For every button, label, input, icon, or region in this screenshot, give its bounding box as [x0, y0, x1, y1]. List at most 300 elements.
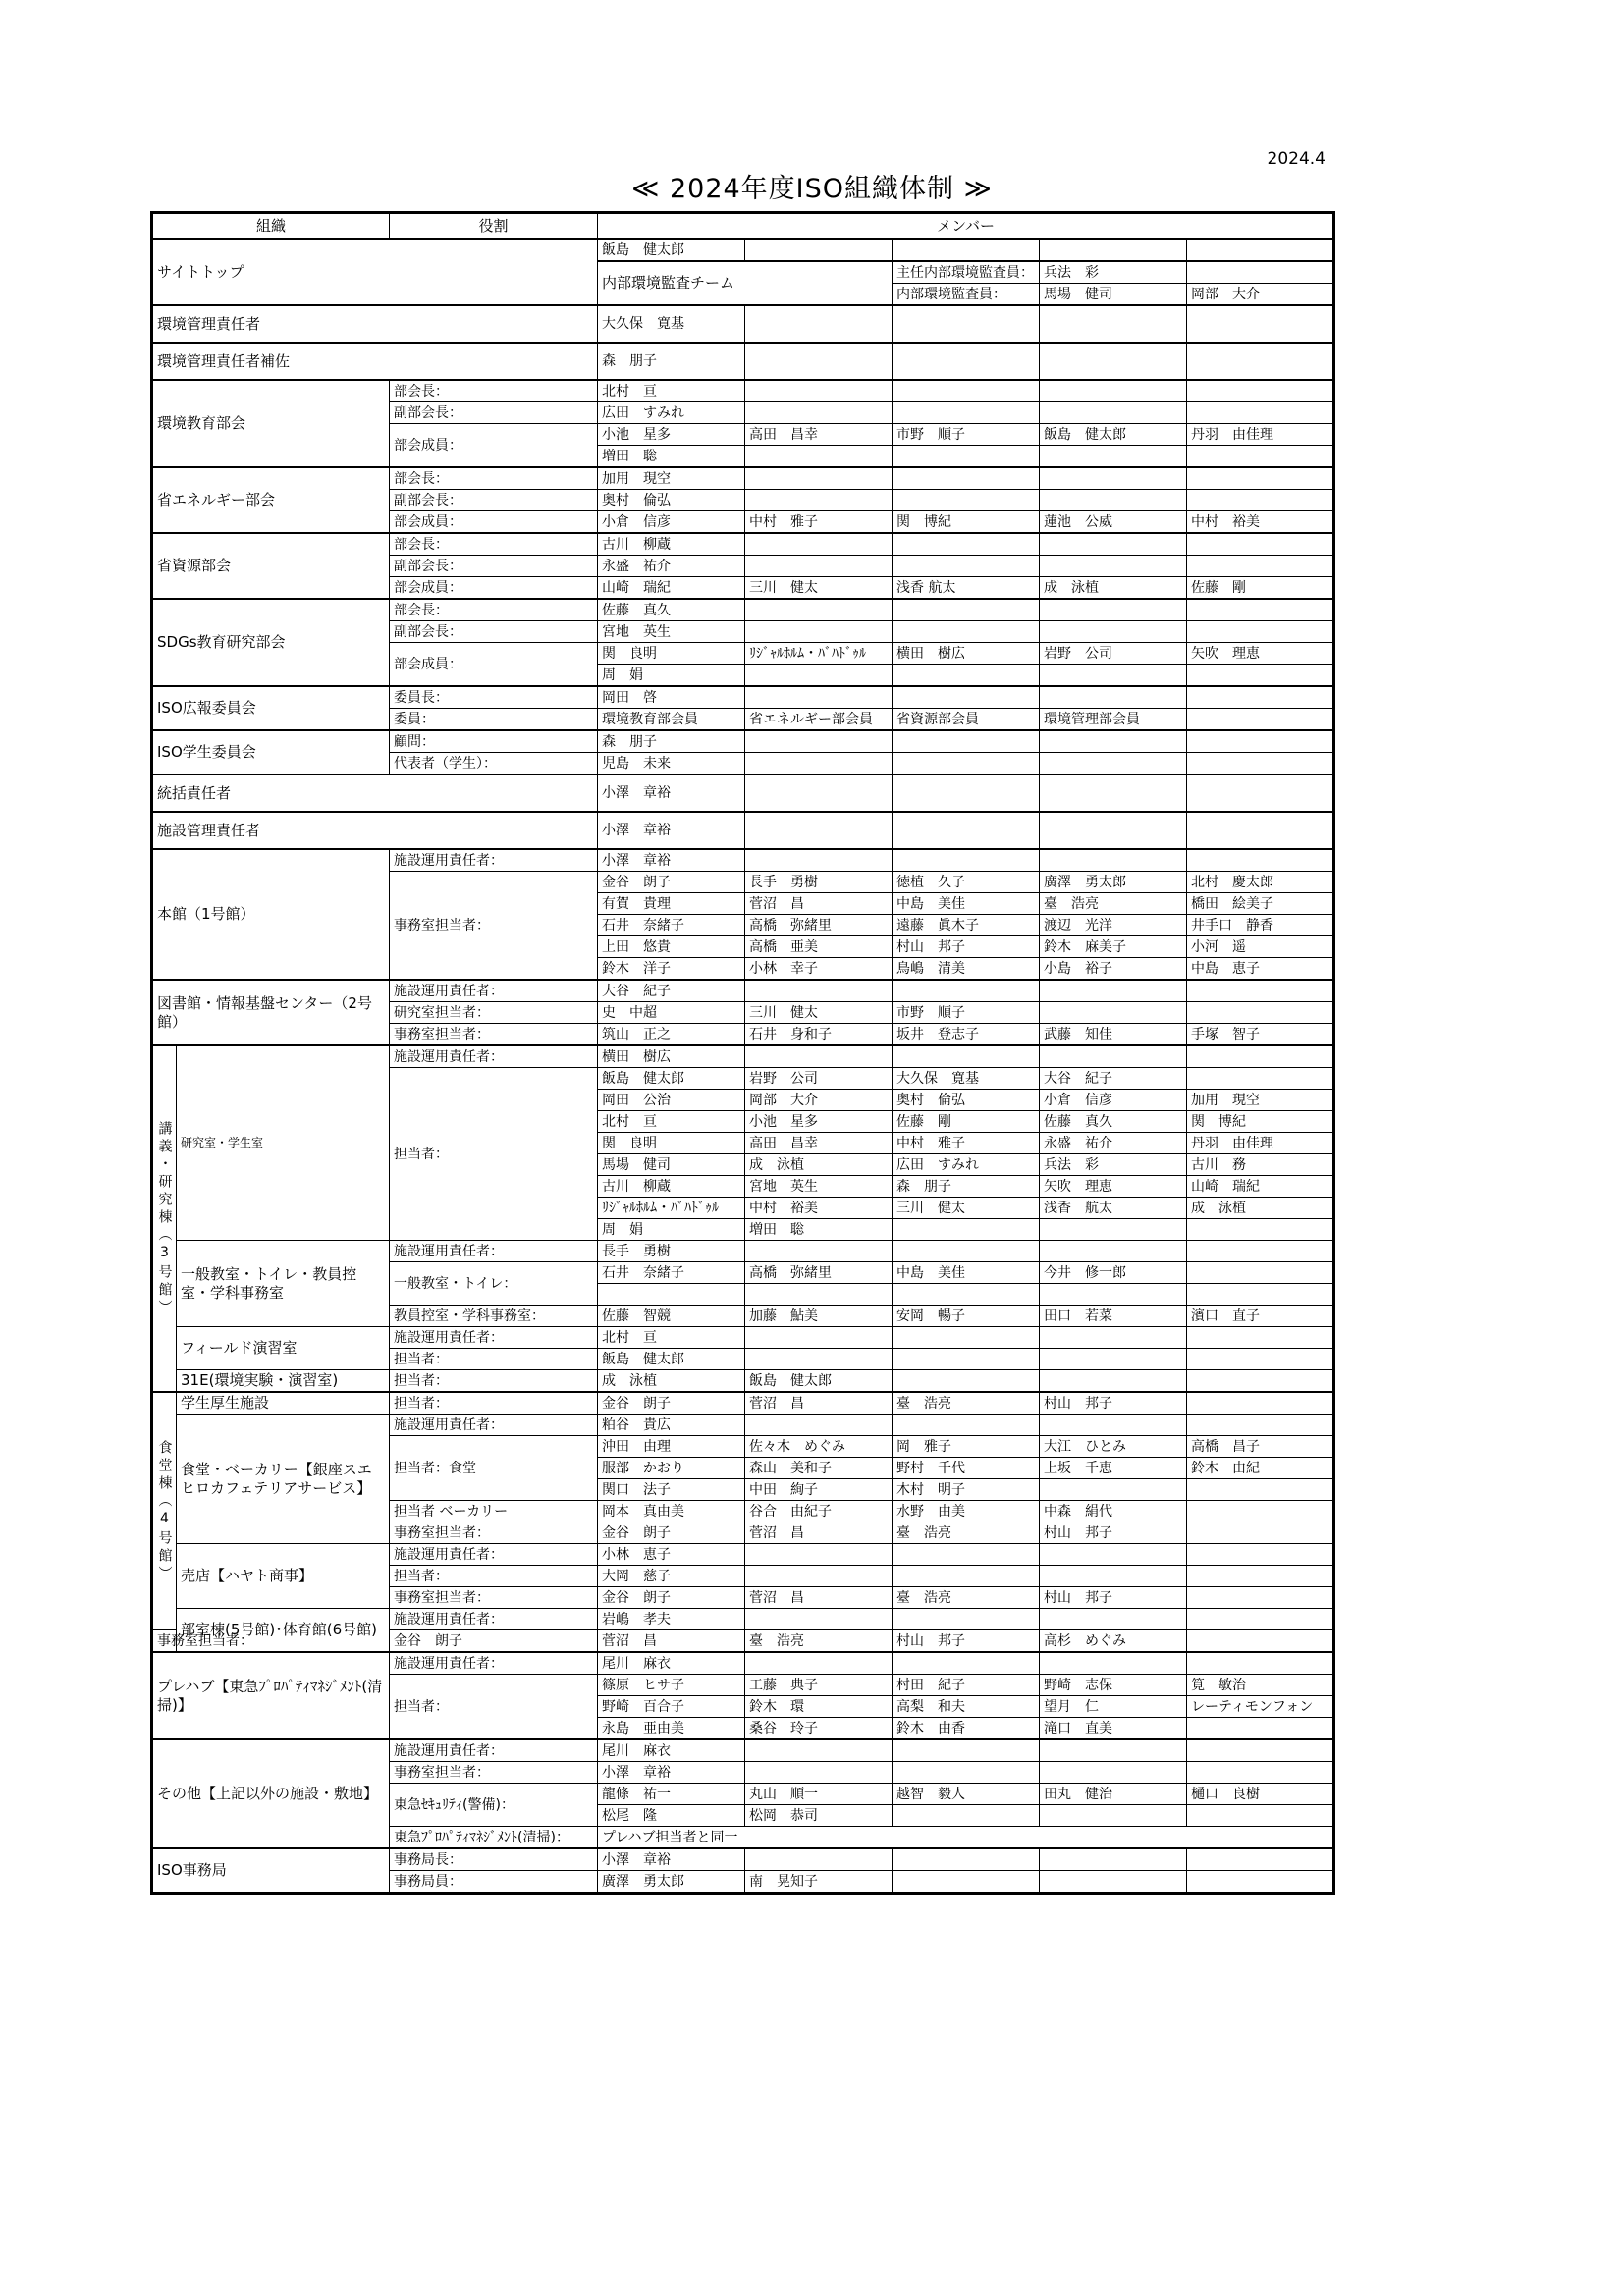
member-cell: 大久保 寛基	[893, 1068, 1040, 1090]
member-cell	[893, 467, 1040, 490]
member-cell: 小澤 章裕	[598, 774, 745, 812]
member-cell	[893, 1871, 1040, 1894]
member-cell	[893, 1762, 1040, 1784]
member-cell: 広田 すみれ	[893, 1154, 1040, 1176]
table-row	[152, 305, 1334, 343]
member-cell: 臺 浩亮	[893, 1392, 1040, 1415]
member-cell: 奥村 倫弘	[893, 1090, 1040, 1111]
member-cell	[893, 753, 1040, 775]
member-cell	[893, 556, 1040, 577]
member-cell	[1187, 490, 1334, 511]
member-cell	[745, 849, 893, 872]
member-cell: 小澤 章裕	[598, 812, 745, 849]
member-cell	[745, 686, 893, 709]
table-row	[152, 1241, 1334, 1262]
member-cell: 岡本 真由美	[598, 1501, 745, 1522]
member-cell: 村田 紀子	[893, 1675, 1040, 1696]
org-name: 売店【ハヤト商事】	[177, 1544, 390, 1609]
member-cell	[745, 402, 893, 424]
member-cell: 山崎 瑞紀	[1187, 1176, 1334, 1198]
member-cell	[1040, 556, 1187, 577]
role-label: 担当者：食堂	[390, 1436, 598, 1501]
member-cell: 岡部 大介	[1187, 284, 1334, 306]
member-cell: 沖田 由理	[598, 1436, 745, 1458]
org-name: 環境教育部会	[152, 380, 390, 467]
table-row	[152, 1392, 1334, 1415]
member-cell	[1187, 1219, 1334, 1241]
table-row	[152, 1544, 1334, 1566]
member-cell	[1040, 1805, 1187, 1827]
member-cell: 関 博紀	[893, 511, 1040, 534]
member-cell	[745, 1241, 893, 1262]
member-cell: 永島 亜由美	[598, 1718, 745, 1740]
member-cell	[1187, 1415, 1334, 1436]
member-cell	[893, 665, 1040, 687]
role-label: 部会成員：	[390, 577, 598, 600]
member-cell	[1187, 380, 1334, 402]
member-cell	[1040, 467, 1187, 490]
role-label: 施設運用責任者：	[390, 1544, 598, 1566]
table-row	[152, 1370, 1334, 1393]
member-cell	[1187, 1522, 1334, 1544]
member-cell: 宮地 英生	[598, 621, 745, 643]
member-cell: 大谷 紀子	[598, 980, 745, 1002]
member-cell	[1187, 1327, 1334, 1349]
member-cell	[1040, 305, 1187, 343]
member-cell: 佐藤 真久	[598, 599, 745, 621]
member-cell: 関 良明	[598, 643, 745, 665]
member-cell: 浅香 航太	[1040, 1198, 1187, 1219]
member-cell	[1040, 1544, 1187, 1566]
member-cell: 小倉 信彦	[1040, 1090, 1187, 1111]
member-cell: 高田 昌幸	[745, 424, 893, 446]
member-cell: 小池 星多	[745, 1111, 893, 1133]
org-name: 省資源部会	[152, 533, 390, 599]
member-cell: 村山 邦子	[1040, 1587, 1187, 1609]
member-cell: 金谷 朗子	[598, 872, 745, 893]
member-cell	[1040, 1848, 1187, 1871]
member-cell	[893, 402, 1040, 424]
member-cell	[1187, 446, 1334, 468]
member-cell: 高橋 亜美	[745, 936, 893, 958]
member-cell	[1187, 533, 1334, 556]
member-cell	[1187, 1284, 1334, 1306]
member-cell	[1187, 261, 1334, 284]
member-cell: 中島 美佳	[893, 1262, 1040, 1284]
table-row	[152, 849, 1334, 872]
org-name: 環境管理責任者	[152, 305, 598, 343]
org-name: ISO広報委員会	[152, 686, 390, 730]
member-cell: 樋口 良樹	[1187, 1784, 1334, 1805]
member-cell	[893, 686, 1040, 709]
member-cell: 飯島 健太郎	[1040, 424, 1187, 446]
member-cell	[893, 1045, 1040, 1068]
org-name: 学生厚生施設	[177, 1392, 390, 1415]
member-cell: 兵法 彩	[1040, 1154, 1187, 1176]
role-label: 副部会長：	[390, 490, 598, 511]
table-row	[152, 1848, 1334, 1871]
member-cell	[745, 380, 893, 402]
role-label: 部会成員：	[390, 424, 598, 468]
member-cell	[1040, 1327, 1187, 1349]
member-cell: ﾘｼﾞｬﾙﾎﾙﾑ・ﾊﾞﾊﾄﾞｩﾙ	[598, 1198, 745, 1219]
member-cell: 粕谷 貴広	[598, 1415, 745, 1436]
role-label: 主任内部環境監査員：	[893, 261, 1040, 284]
member-cell	[1187, 1739, 1334, 1762]
role-label: 部会長：	[390, 467, 598, 490]
member-cell: 岡田 啓	[598, 686, 745, 709]
org-name: 省エネルギー部会	[152, 467, 390, 533]
member-cell: 高田 昌幸	[745, 1133, 893, 1154]
member-cell	[1040, 730, 1187, 753]
member-cell	[1187, 1544, 1334, 1566]
member-cell: 手塚 智子	[1187, 1024, 1334, 1046]
member-cell	[745, 343, 893, 380]
member-cell: 北村 亘	[598, 380, 745, 402]
member-cell: 飯島 健太郎	[745, 1370, 893, 1393]
role-label: 担当者 ベーカリー	[390, 1501, 598, 1522]
member-cell	[745, 446, 893, 468]
member-cell	[893, 490, 1040, 511]
role-label: 施設運用責任者：	[390, 1609, 598, 1630]
role-label: 担当者：	[390, 1370, 598, 1393]
member-cell	[1187, 1370, 1334, 1393]
member-cell	[745, 533, 893, 556]
member-cell	[1040, 1241, 1187, 1262]
member-cell: 小河 遥	[1187, 936, 1334, 958]
role-label: 事務室担当者：	[390, 1522, 598, 1544]
member-cell: 飯島 健太郎	[598, 1349, 745, 1370]
member-cell	[745, 1045, 893, 1068]
member-cell	[1040, 239, 1187, 261]
member-cell	[1187, 1501, 1334, 1522]
table-body	[152, 239, 1334, 1894]
member-cell	[1187, 1871, 1334, 1894]
table-row	[152, 774, 1334, 812]
member-cell: 松尾 隆	[598, 1805, 745, 1827]
member-cell: 岩嶋 孝夫	[598, 1609, 745, 1630]
member-cell: 菅沼 昌	[745, 1587, 893, 1609]
member-cell: 大江 ひとみ	[1040, 1436, 1187, 1458]
member-cell	[745, 239, 893, 261]
member-cell	[1187, 665, 1334, 687]
member-cell: 佐々木 めぐみ	[745, 1436, 893, 1458]
member-cell: 井手口 静香	[1187, 915, 1334, 936]
member-cell: 森 朋子	[893, 1176, 1040, 1198]
member-cell	[893, 1219, 1040, 1241]
member-cell: 省資源部会員	[893, 709, 1040, 731]
member-cell	[1040, 402, 1187, 424]
member-cell	[1040, 1871, 1187, 1894]
member-cell: 佐藤 剛	[1187, 577, 1334, 600]
member-cell	[1187, 1652, 1334, 1675]
member-cell	[1187, 621, 1334, 643]
org-name: 一般教室・トイレ・教員控室・学科事務室	[177, 1241, 390, 1327]
member-cell: 横田 樹広	[598, 1045, 745, 1068]
member-cell: 奥村 倫弘	[598, 490, 745, 511]
member-cell: 坂井 登志子	[893, 1024, 1040, 1046]
member-cell: 尾川 麻衣	[598, 1739, 745, 1762]
member-cell	[745, 1739, 893, 1762]
member-cell	[745, 1652, 893, 1675]
table-header-row	[152, 213, 1334, 240]
table-row	[152, 599, 1334, 621]
member-cell: 加藤 鮎美	[745, 1306, 893, 1327]
building-label: 食堂棟（4号館）	[152, 1392, 177, 1630]
member-cell	[1187, 1762, 1334, 1784]
role-label: 事務室担当者：	[390, 872, 598, 981]
member-cell: 小澤 章裕	[598, 1762, 745, 1784]
role-label: 研究室担当者：	[390, 1002, 598, 1024]
member-cell	[893, 1848, 1040, 1871]
member-cell	[893, 812, 1040, 849]
member-cell	[1040, 533, 1187, 556]
member-cell	[745, 556, 893, 577]
table-row	[152, 467, 1334, 490]
member-cell: 鈴木 麻美子	[1040, 936, 1187, 958]
member-cell: 野崎 志保	[1040, 1675, 1187, 1696]
member-cell	[745, 621, 893, 643]
member-cell: 関 博紀	[1187, 1111, 1334, 1133]
member-cell: 松岡 恭司	[745, 1805, 893, 1827]
member-cell: 岡 雅子	[893, 1436, 1040, 1458]
org-name: フィールド演習室	[177, 1327, 390, 1370]
member-cell	[1040, 1739, 1187, 1762]
member-cell	[893, 980, 1040, 1002]
member-cell	[893, 599, 1040, 621]
member-cell	[893, 1327, 1040, 1349]
org-name: 本館（1号館）	[152, 849, 390, 980]
member-cell	[893, 305, 1040, 343]
member-cell: 北村 慶太郎	[1187, 872, 1334, 893]
org-name: 施設管理責任者	[152, 812, 598, 849]
member-cell	[1187, 1805, 1334, 1827]
member-cell: 谷合 由紀子	[745, 1501, 893, 1522]
member-cell: 市野 順子	[893, 424, 1040, 446]
member-cell: 大久保 寛基	[598, 305, 745, 343]
role-label: 施設運用責任者：	[390, 980, 598, 1002]
member-cell	[893, 1370, 1040, 1393]
member-cell: 小澤 章裕	[598, 1848, 745, 1871]
member-cell: 南 晃知子	[745, 1871, 893, 1894]
member-cell: 古川 柳蔵	[598, 533, 745, 556]
table-row	[152, 1652, 1334, 1675]
table-row	[152, 1739, 1334, 1762]
member-cell	[1040, 1609, 1187, 1630]
member-cell: 蓮池 公威	[1040, 511, 1187, 534]
member-cell: 尾川 麻衣	[598, 1652, 745, 1675]
member-cell: 濱口 直子	[1187, 1306, 1334, 1327]
table-row	[152, 1415, 1334, 1436]
member-cell	[893, 1349, 1040, 1370]
member-cell: 周 娟	[598, 1219, 745, 1241]
role-label: 担当者：	[390, 1566, 598, 1587]
org-name: サイトトップ	[152, 239, 598, 305]
table-row	[152, 730, 1334, 753]
member-cell: 環境管理部会員	[1040, 709, 1187, 731]
member-cell: 馬場 健司	[598, 1154, 745, 1176]
table-row	[152, 533, 1334, 556]
member-cell: 永盛 祐介	[598, 556, 745, 577]
member-cell: 大谷 紀子	[1040, 1068, 1187, 1090]
member-cell: 野崎 百合子	[598, 1696, 745, 1718]
member-cell: 高橋 弥緒里	[745, 1262, 893, 1284]
role-label: 委員長：	[390, 686, 598, 709]
role-label: 施設運用責任者：	[390, 1045, 598, 1068]
member-cell	[745, 980, 893, 1002]
member-cell: 金谷 朗子	[598, 1392, 745, 1415]
member-cell: 丹羽 由佳理	[1187, 424, 1334, 446]
member-cell	[1040, 1762, 1187, 1784]
member-cell: 増田 聡	[598, 446, 745, 468]
member-cell	[1187, 1848, 1334, 1871]
member-cell: 篠原 ヒサ子	[598, 1675, 745, 1696]
member-cell: 中村 雅子	[745, 511, 893, 534]
member-cell: 史 中超	[598, 1002, 745, 1024]
header-members: メンバー	[598, 213, 1334, 240]
member-cell	[893, 1609, 1040, 1630]
member-cell: 山崎 瑞紀	[598, 577, 745, 600]
member-cell	[1187, 812, 1334, 849]
member-cell	[893, 730, 1040, 753]
member-cell: 安岡 暢子	[893, 1306, 1040, 1327]
table-row	[152, 239, 1334, 261]
member-cell: 古川 柳蔵	[598, 1176, 745, 1198]
member-cell: 滝口 直美	[1040, 1718, 1187, 1740]
member-cell	[745, 1609, 893, 1630]
member-cell	[1040, 1415, 1187, 1436]
table-row	[152, 343, 1334, 380]
member-cell	[1187, 1002, 1334, 1024]
role-label: 担当者：	[390, 1349, 598, 1370]
member-cell: 廣澤 勇太郎	[598, 1871, 745, 1894]
member-cell: 筧 敏治	[1187, 1675, 1334, 1696]
member-cell	[1040, 686, 1187, 709]
member-cell: 金谷 朗子	[598, 1522, 745, 1544]
member-cell: 望月 仁	[1040, 1696, 1187, 1718]
role-label: 担当者：	[390, 1068, 598, 1241]
org-name: プレハブ【東急ﾌﾟﾛﾊﾟﾃｨﾏﾈｼﾞﾒﾝﾄ(清掃)】	[152, 1652, 390, 1739]
member-cell	[1040, 1652, 1187, 1675]
member-cell: 小島 裕子	[1040, 958, 1187, 981]
member-cell: 廣澤 勇太郎	[1040, 872, 1187, 893]
member-cell: 三川 健太	[745, 577, 893, 600]
member-cell: 越智 毅人	[893, 1784, 1040, 1805]
member-cell: 小倉 信彦	[598, 511, 745, 534]
member-cell	[1187, 556, 1334, 577]
member-cell	[1040, 599, 1187, 621]
member-cell: 金谷 朗子	[598, 1587, 745, 1609]
member-cell: 龍條 祐一	[598, 1784, 745, 1805]
member-cell: 飯島 健太郎	[598, 239, 745, 261]
role-label: 部会成員：	[390, 511, 598, 534]
member-cell: 佐藤 真久	[1040, 1111, 1187, 1133]
member-cell: 村山 邦子	[893, 936, 1040, 958]
table-row	[152, 1045, 1334, 1068]
member-cell: レーティモンフォン	[1187, 1696, 1334, 1718]
member-cell: 田丸 健治	[1040, 1784, 1187, 1805]
table-row	[152, 812, 1334, 849]
member-cell	[1040, 1349, 1187, 1370]
member-cell: 岩野 公司	[1040, 643, 1187, 665]
member-cell: 省エネルギー部会員	[745, 709, 893, 731]
member-cell: 菅沼 昌	[745, 1392, 893, 1415]
member-cell: 矢吹 理恵	[1187, 643, 1334, 665]
role-label: 施設運用責任者：	[390, 849, 598, 872]
member-cell	[1187, 1045, 1334, 1068]
org-name: 食堂・ベーカリー【銀座スエヒロカフェテリアサービス】	[177, 1415, 390, 1544]
role-label: 部会長：	[390, 533, 598, 556]
member-cell: 田口 若菜	[1040, 1306, 1187, 1327]
member-cell	[1040, 621, 1187, 643]
member-cell	[1187, 1262, 1334, 1284]
member-cell: ﾘｼﾞｬﾙﾎﾙﾑ・ﾊﾞﾊﾄﾞｩﾙ	[745, 643, 893, 665]
member-cell	[1040, 753, 1187, 775]
member-cell	[745, 1544, 893, 1566]
member-cell: 鈴木 由香	[893, 1718, 1040, 1740]
member-cell: 長手 勇樹	[745, 872, 893, 893]
table-row	[152, 686, 1334, 709]
role-label: 東急ﾌﾟﾛﾊﾟﾃｨﾏﾈｼﾞﾒﾝﾄ(清掃)：	[390, 1827, 598, 1849]
member-cell	[1040, 1045, 1187, 1068]
member-cell	[1040, 1219, 1187, 1241]
member-cell	[893, 1544, 1040, 1566]
member-cell: 服部 かおり	[598, 1458, 745, 1479]
role-label: 委員：	[390, 709, 598, 731]
member-cell	[1040, 774, 1187, 812]
member-cell	[1187, 686, 1334, 709]
member-cell	[893, 1241, 1040, 1262]
member-cell: 小林 恵子	[598, 1544, 745, 1566]
member-cell	[893, 1652, 1040, 1675]
member-cell: 渡辺 光洋	[1040, 915, 1187, 936]
member-cell: 高橋 弥緒里	[745, 915, 893, 936]
member-cell	[745, 1415, 893, 1436]
member-cell: 大岡 慈子	[598, 1566, 745, 1587]
member-cell	[1187, 1587, 1334, 1609]
member-cell: 成 泳植	[745, 1154, 893, 1176]
member-cell	[745, 599, 893, 621]
member-cell	[1187, 709, 1334, 731]
member-cell: 中田 絢子	[745, 1479, 893, 1501]
member-cell: 中村 裕美	[745, 1198, 893, 1219]
member-cell: 佐藤 剛	[893, 1111, 1040, 1133]
member-cell: 森 朋子	[598, 343, 745, 380]
role-label: 施設運用責任者：	[390, 1652, 598, 1675]
member-cell: 桑谷 玲子	[745, 1718, 893, 1740]
member-cell: 村山 邦子	[893, 1630, 1040, 1653]
member-cell: 菅沼 昌	[598, 1630, 745, 1653]
member-cell: 工藤 典子	[745, 1675, 893, 1696]
member-cell: 関口 法子	[598, 1479, 745, 1501]
building-label: 講義・研究棟（3号館）	[152, 1045, 177, 1392]
member-cell: 環境教育部会員	[598, 709, 745, 731]
member-cell: 市野 順子	[893, 1002, 1040, 1024]
member-cell: 宮地 英生	[745, 1176, 893, 1198]
member-cell: 中島 美佳	[893, 893, 1040, 915]
member-cell	[1187, 1068, 1334, 1090]
member-cell: 広田 すみれ	[598, 402, 745, 424]
member-cell	[1040, 980, 1187, 1002]
member-cell: 児島 未来	[598, 753, 745, 775]
member-cell: 臺 浩亮	[1040, 893, 1187, 915]
document-date: 2024.4	[1267, 149, 1326, 169]
member-cell	[1187, 980, 1334, 1002]
member-cell: 有賀 貴理	[598, 893, 745, 915]
member-cell	[893, 343, 1040, 380]
member-cell: 北村 亘	[598, 1111, 745, 1133]
member-cell	[893, 1805, 1040, 1827]
